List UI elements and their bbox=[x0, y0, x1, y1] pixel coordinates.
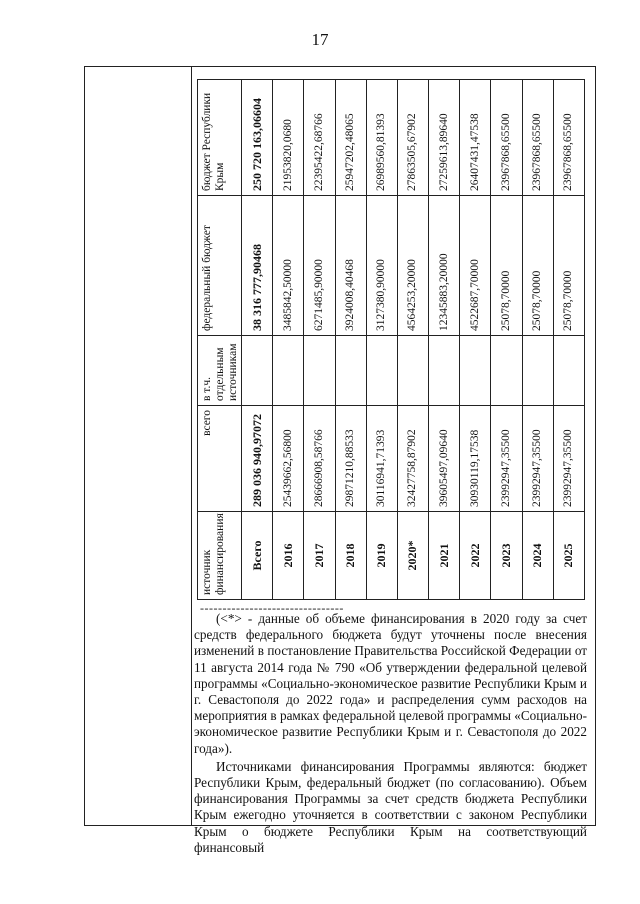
cell-source: 2018 bbox=[335, 512, 366, 600]
cell-total: 289 036 940,97072 bbox=[242, 406, 273, 512]
cell-total: 30930119,17538 bbox=[460, 406, 491, 512]
header-source: источник финансирования bbox=[198, 512, 242, 600]
footnote-separator: -------------------------------- bbox=[200, 601, 344, 615]
cell-republic: 27259613,89640 bbox=[429, 80, 460, 196]
left-label-column bbox=[84, 66, 192, 826]
cell-source: 2021 bbox=[429, 512, 460, 600]
cell-federal: 38 316 777,90468 bbox=[242, 196, 273, 336]
cell-total: 23992947,35500 bbox=[553, 406, 584, 512]
header-in-detail: в т.ч. отдельным источникам bbox=[198, 336, 242, 406]
cell-federal: 3127380,90000 bbox=[366, 196, 397, 336]
cell-source: 2022 bbox=[460, 512, 491, 600]
table-row bbox=[304, 80, 335, 600]
cell-federal: 3924008,40468 bbox=[335, 196, 366, 336]
cell-in-detail bbox=[335, 336, 366, 406]
table-body bbox=[242, 80, 585, 600]
financing-table-container bbox=[197, 80, 585, 600]
cell-republic: 26989560,81393 bbox=[366, 80, 397, 196]
cell-total: 25439662,56800 bbox=[273, 406, 304, 512]
cell-republic: 21953820,0680 bbox=[273, 80, 304, 196]
cell-in-detail bbox=[304, 336, 335, 406]
cell-total: 29871210,88533 bbox=[335, 406, 366, 512]
cell-in-detail bbox=[366, 336, 397, 406]
cell-source: 2023 bbox=[491, 512, 522, 600]
table-row bbox=[273, 80, 304, 600]
table-row bbox=[335, 80, 366, 600]
cell-source: 2016 bbox=[273, 512, 304, 600]
cell-republic: 23967868,65500 bbox=[491, 80, 522, 196]
header-republic: бюджет Республики Крым bbox=[198, 80, 242, 196]
cell-source: 2025 bbox=[553, 512, 584, 600]
cell-federal: 4564253,20000 bbox=[397, 196, 428, 336]
cell-in-detail bbox=[429, 336, 460, 406]
cell-source: 2017 bbox=[304, 512, 335, 600]
financing-table bbox=[197, 79, 585, 600]
table-row bbox=[553, 80, 584, 600]
cell-in-detail bbox=[522, 336, 553, 406]
cell-in-detail bbox=[491, 336, 522, 406]
cell-federal: 4522687,70000 bbox=[460, 196, 491, 336]
cell-source: 2020* bbox=[397, 512, 428, 600]
cell-federal: 25078,70000 bbox=[553, 196, 584, 336]
cell-source: Всего bbox=[242, 512, 273, 600]
table-row bbox=[366, 80, 397, 600]
table-row bbox=[522, 80, 553, 600]
cell-republic: 26407431,47538 bbox=[460, 80, 491, 196]
cell-federal: 12345883,20000 bbox=[429, 196, 460, 336]
cell-total: 32427758,87902 bbox=[397, 406, 428, 512]
cell-in-detail bbox=[273, 336, 304, 406]
cell-total: 23992947,35500 bbox=[491, 406, 522, 512]
cell-in-detail bbox=[460, 336, 491, 406]
header-total: всего bbox=[198, 406, 242, 512]
cell-republic: 22395422,68766 bbox=[304, 80, 335, 196]
page-number: 17 bbox=[311, 30, 329, 49]
table-row bbox=[460, 80, 491, 600]
header-federal: федеральный бюджет bbox=[198, 196, 242, 336]
cell-in-detail bbox=[553, 336, 584, 406]
footnote-paragraph: (<*> - данные об объеме финансирования в 2020 году за счет средств федерального бюджета будут уточнены после внесения изменений в постановление Правительства Российской Федерации от 11 августа 2014 года № 790 «Об утверждении федеральной целевой программы «Социально-экономическое развитие Республики Крым и г. Севастополя до 2022 года» и распределения сумм расходов на мероприятия в рамках федеральной целевой программы «Социально-экономическое развитие Республики Крым и г. Севастополя до 2022 года»). bbox=[194, 611, 587, 756]
cell-source: 2024 bbox=[522, 512, 553, 600]
cell-in-detail bbox=[397, 336, 428, 406]
cell-republic: 250 720 163,06604 bbox=[242, 80, 273, 196]
financing-table-rotated bbox=[197, 80, 585, 600]
notes-block bbox=[194, 611, 587, 856]
cell-federal: 3485842,50000 bbox=[273, 196, 304, 336]
cell-republic: 23967868,65500 bbox=[553, 80, 584, 196]
cell-total: 28666908,58766 bbox=[304, 406, 335, 512]
table-row bbox=[242, 80, 273, 600]
cell-total: 30116941,71393 bbox=[366, 406, 397, 512]
sources-paragraph: Источниками финансирования Программы являются: бюджет Республики Крым, федеральный бюджет (по согласованию). Объем финансирования Программы за счет средств бюджета Республики Крым ежегодно уточняется в соответствии с законом Республики Крым о бюджете Республики Крым на соответствующий финансовый bbox=[194, 758, 587, 855]
cell-total: 23992947,35500 bbox=[522, 406, 553, 512]
cell-republic: 25947202,48065 bbox=[335, 80, 366, 196]
table-row bbox=[429, 80, 460, 600]
cell-republic: 23967868,65500 bbox=[522, 80, 553, 196]
cell-federal: 6271485,90000 bbox=[304, 196, 335, 336]
cell-federal: 25078,70000 bbox=[491, 196, 522, 336]
table-row bbox=[491, 80, 522, 600]
cell-federal: 25078,70000 bbox=[522, 196, 553, 336]
table-row bbox=[397, 80, 428, 600]
cell-total: 39605497,09640 bbox=[429, 406, 460, 512]
cell-source: 2019 bbox=[366, 512, 397, 600]
cell-in-detail bbox=[242, 336, 273, 406]
cell-republic: 27863505,67902 bbox=[397, 80, 428, 196]
